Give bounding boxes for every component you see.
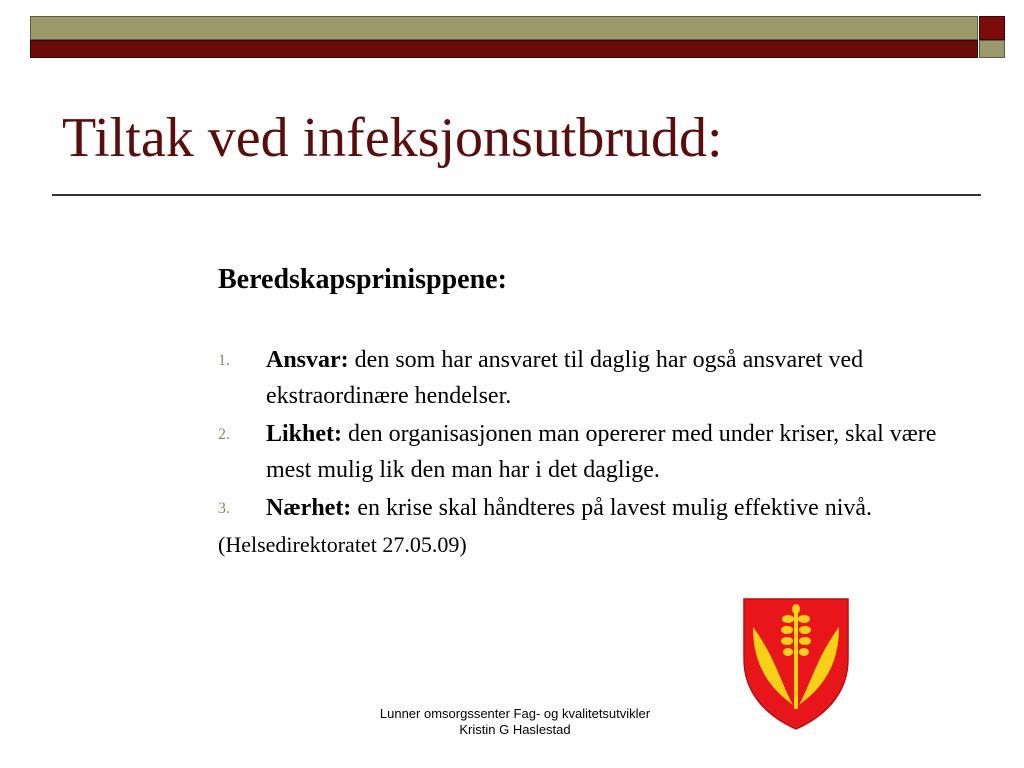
corner-square-olive [979,40,1005,58]
municipal-coat-of-arms-icon [741,597,851,731]
list-item [218,416,958,488]
source-citation: (Helsedirektoratet 27.05.09) [218,532,467,557]
list-item-text: den som har ansvaret til daglig har også ansvaret ved ekstraordinære hendelser. [266,347,864,409]
corner-square-maroon [979,16,1005,40]
list-item-term: Nærhet: [266,495,352,521]
list-item-text: den organisasjonen man opererer med under kriser, skal være mest mulig lik den man har i det daglige. [266,421,937,483]
footer-line-2: Kristin G Haslestad [459,722,571,737]
top-decorative-bar [30,16,978,58]
slide-body [218,264,958,558]
title-divider [52,194,981,196]
list-item-number: 1. [218,352,230,369]
top-bar-olive-stripe [30,16,978,40]
slide-title: Tiltak ved infeksjonsutbrudd: [62,107,723,169]
section-heading: Beredskapsprinisppene: [218,264,507,295]
list-item-term: Ansvar: [266,347,349,373]
list-item-number: 3. [218,500,230,517]
list-item-number: 2. [218,426,230,443]
list-item [218,342,958,414]
list-item-term: Likhet: [266,421,343,447]
list-item-text: en krise skal håndteres på lavest mulig effektive nivå. [351,495,873,521]
top-bar-maroon-stripe [30,40,978,58]
slide-footer [350,706,680,738]
principles-list [218,342,958,526]
list-item [218,490,958,526]
top-corner-block [979,16,1005,58]
footer-line-1: Lunner omsorgssenter Fag- og kvalitetsutvikler [379,706,651,721]
